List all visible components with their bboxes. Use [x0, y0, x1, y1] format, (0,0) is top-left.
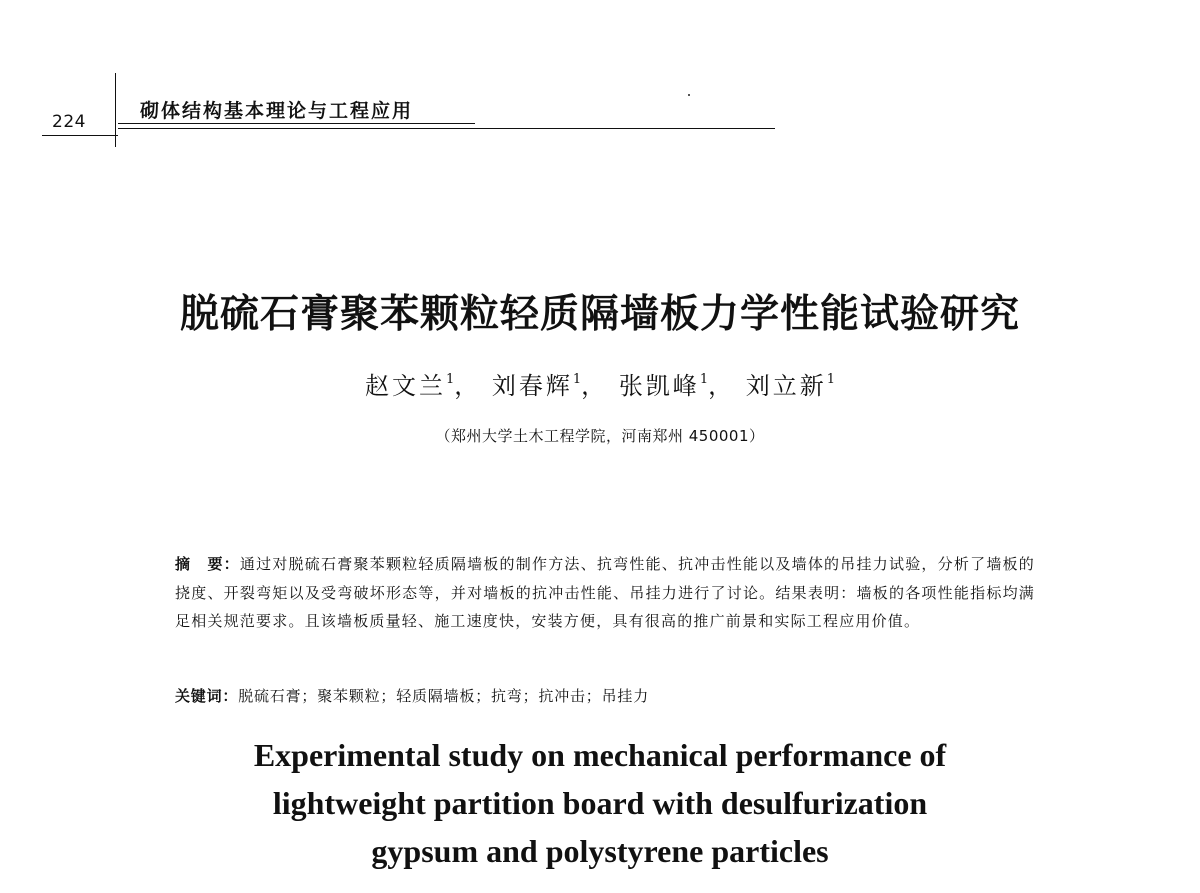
page-number: 224: [52, 112, 86, 132]
author-affiliation-mark: 1: [699, 372, 709, 387]
keywords-label: 关键词：: [175, 687, 239, 705]
author-affiliation-mark: 1: [826, 372, 836, 387]
keywords-text: 脱硫石膏；聚苯颗粒；轻质隔墙板；抗弯；抗冲击；吊挂力: [238, 687, 650, 705]
author-separator: ，: [581, 372, 609, 400]
author-name: 张凯峰: [618, 372, 700, 400]
keywords: [175, 685, 1035, 706]
author-name: 刘春辉: [491, 372, 573, 400]
paper-title-en-line: lightweight partition board with desulfurization: [272, 785, 928, 821]
journal-title: 砌体结构基本理论与工程应用: [140, 100, 414, 122]
header-rule-left: [42, 135, 118, 136]
author-name: 刘立新: [745, 372, 827, 400]
author-affiliation-mark: 1: [445, 372, 455, 387]
scan-speck: [688, 94, 690, 96]
abstract-label: 摘 要：: [175, 555, 240, 573]
author-name: 赵文兰: [364, 372, 446, 400]
abstract: [175, 550, 1035, 636]
author-affiliation: （郑州大学土木工程学院，河南郑州 450001）: [435, 427, 765, 445]
paper-title-en: [100, 731, 1100, 875]
paper-title-zh: 脱硫石膏聚苯颗粒轻质隔墙板力学性能试验研究: [179, 291, 1020, 337]
author-affiliation-mark: 1: [572, 372, 582, 387]
author-separator: ，: [454, 372, 482, 400]
author-list: [0, 366, 1200, 401]
journal-title-underline: [118, 123, 475, 124]
paper-title-en-line: Experimental study on mechanical performance of: [253, 737, 947, 773]
header-rule-vertical: [115, 73, 116, 147]
paper-title-en-line: gypsum and polystyrene particles: [371, 833, 829, 869]
header-rule-long: [118, 128, 775, 129]
author-separator: ，: [708, 372, 736, 400]
abstract-text: 通过对脱硫石膏聚苯颗粒轻质隔墙板的制作方法、抗弯性能、抗冲击性能以及墙体的吊挂力试验，分析了墙板的挠度、开裂弯矩以及受弯破坏形态等，并对墙板的抗冲击性能、吊挂力进行了讨论。结果表明：墙板的各项性能指标均满足相关规范要求。且该墙板质量轻、施工速度快，安装方便，具有很高的推广前景和实际工程应用价值。: [175, 555, 1035, 630]
